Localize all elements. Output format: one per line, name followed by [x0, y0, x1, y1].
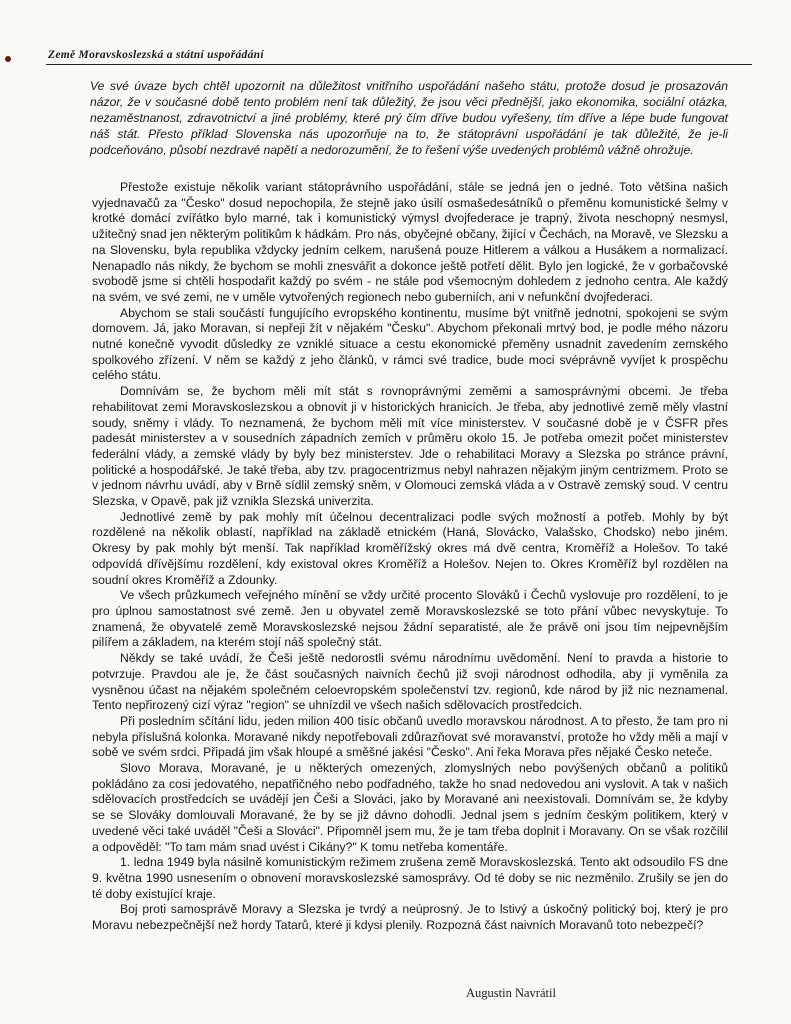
body-paragraph: Boj proti samosprávě Moravy a Slezska je tvrdý a neúprosný. Je to lstivý a úskočný politický boj, který je pro Moravu nebezpečnější než hordy Tatarů, které ji kdysi plenily. Rozpozná část naivních Moravanů toto nebezpečí? — [92, 902, 728, 933]
body-paragraph: Při posledním sčítání lidu, jeden milion 400 tisíc občanů uvedlo moravskou národnost. A to přesto, že tam pro ni nebyla příslušná kolonka. Moravané nikdy nepotřebovali zdůrazňovat své moravanství, protože ho vždy měli a mají v sobě ve svém srdci. Připadá jim však hloupé a směšné jakési "Česko". Ani řeka Morava přes nějaké Česko neteče. — [92, 713, 728, 760]
body-paragraph: Ve všech průzkumech veřejného mínění se vždy určité procento Slováků i Čechů vyslovuje pro rozdělení, to je pro úplnou samostatnost své země. Jen u obyvatel země Moravskoslezské se toto přání vůbec nevyskytuje. To znamená, že obyvatelé země Moravskoslezské nejsou žádní separatisté, ale že právě oni jsou tím nejpevnějším pilířem a základem, na kterém stojí náš společný stát. — [92, 588, 728, 650]
article-title: Země Moravskoslezská a státní uspořádání — [48, 49, 264, 61]
body-paragraph: 1. ledna 1949 byla násilně komunistickým režimem zrušena země Moravskoslezská. Tento akt odsoudilo FS dne 9. května 1990 usnesením o obnovení moravskoslezské samosprávy. Od té doby se nic nezměnilo. Zrušily se jen do té doby existující kraje. — [92, 855, 728, 901]
body-paragraph: Přestože existuje několik variant státoprávního uspořádání, stále se jedná jen o jedné. Toto většina našich vyjednavačů za "Česko" dosud nepochopila, že stejně jako úsilí osmašedesátníků o přeměnu komunistické šelmy v krotké domácí zvířátko bylo marné, tak i komunistický výmysl dvojfederace je trapný, života neschopný nesmysl, užitečný snad jen některým politikům k hádkám. Pro nás, obyčejné občany, žijící v Čechách, na Moravě, ve Slezsku a na Slovensku, byla republika vždycky jedním celkem, narušená pouze Hitlerem a válkou a Husákem a normalizací. Nenapadlo nás nikdy, že bychom se mohli znesvářit a dokonce ještě potřetí dělit. Bylo jen logické, že v gorbačovské svobodě jsme si chtěli hospodařit každý po svém - ne stále pod všemocným dohledem z jednoho centra. Ale každý na svém, ve své zemi, ne v uměle vytvořených regionech nebo guberniích, ani v nefunkční dvojfederaci. — [92, 180, 728, 304]
body-paragraph: Abychom se stali součástí fungujícího evropského kontinentu, musíme být vnitřně jednotni, spokojeni se svým domovem. Já, jako Moravan, si nepřeji žít v nějakém "Česku". Abychom překonali mrtvý bod, je podle mého názoru nutné konečně vyvodit důsledky ze vzniklé situace a cestu ekonomické přeměny usnadnit zavedením zemského spolkového zřízení. V něm se každý z jeho článků, v rámci své tradice, bude moci svéprávně vyvíjet k prospěchu celého státu. — [92, 305, 728, 383]
article-body — [92, 180, 728, 934]
body-paragraph: Domnívám se, že bychom měli mít stát s rovnoprávnými zeměmi a samosprávnými obcemi. Je třeba rehabilitovat zemi Moravskoslezskou a obnovit ji v historických hranicích. Je třeba, aby jednotlivé země měly vlastní soudy, sněmy i vlády. To neznamená, že bychom měli mít více ministerstev. V současné době je v ČSFR přes padesát ministerstev a v sousedních západních zemích v průměru okolo 15. Je potřeba omezit počet ministerstev federální vlády, a zemské vlády by byly bez ministerstev. Jde o rehabilitaci Moravy a Slezska po stránce právní, politické a hospodářské. Je také třeba, aby tzv. pragocentrizmus nebyl nahrazen nějakým jiným centrizmem. Proto se v jednom návrhu uvádí, aby v Brně sídlil zemský sněm, v Olomouci zemská vláda a v Ostravě zemský soud. V centru Slezska, v Opavě, pak již vznikla Slezská univerzita. — [92, 384, 728, 509]
body-paragraph: Někdy se také uvádí, že Češi ještě nedorostli svému národnímu uvědomění. Není to pravda a historie to potvrzuje. Pravdou ale je, že část současných naivních čechů již svoji národnost odhodila, aby ji vyměnila za vysněnou účast na nějakém společném celoevropském společenství tzv. regionů, kde národ by již nic neznamenal. Tento nepřirozený cizí výraz "region" se uhnízdil ve všech našich sdělovacích prostředcích. — [92, 651, 728, 713]
author-signature: Augustin Navrátil — [466, 986, 556, 1000]
intro-paragraph: Ve své úvaze bych chtěl upozornit na důležitost vnitřního uspořádání našeho státu, protože dosud je prosazován názor, že v současné době tento problém není tak důležitý, že jsou věci přednější, jako ekonomika, sociální otázka, nezaměstnanost, zdravotnictví a jiné problémy, které prý čím dříve budou vyřešeny, tím dříve a lépe bude fungovat náš stát. Přesto příklad Slovenska nás upozorňuje na to, že státoprávní uspořádání je tak důležité, že je-li podceňováno, působí nezdravé napětí a nedorozumění, že to řešení výše uvedených problémů vážně ohrožuje. — [90, 79, 728, 157]
body-paragraph: Slovo Morava, Moravané, je u některých omezených, zlomyslných nebo povýšených občanů a politiků pokládáno za cosi jedovatého, nepatřičného nebo podřadného, takže ho snad nedovedou ani vyslovit. A tak v našich sdělovacích prostředcích se uvádějí jen Češi a Slováci, jako by Moravané ani neexistovali. Domnívám se, že kdyby se se Slováky domlouvali Moravané, že by se již dávno dohodli. Jednal jsem s jedním českým politikem, který v uvedené věci také uváděl "Češi a Slováci". Připomněl jsem mu, že je tam třeba doplnit i Moravany. On se však rozčílil a odpověděl: "To tam mám snad uvést i Cikány?" K tomu netřeba komentáře. — [92, 761, 728, 854]
hole-punch-mark — [5, 56, 11, 62]
title-rule — [46, 64, 752, 65]
body-paragraph: Jednotlivé země by pak mohly mít účelnou decentralizaci podle svých možností a potřeb. Mohly by být rozdělené na několik oblastí, například na základě etnickém (Haná, Slovácko, Valašsko, Chodsko) nebo jiném. Okresy by pak mohly být menší. Tak například kroměřížský okres má dvě centra, Kroměříž a Holešov. To také odpovídá dřívějšímu rozdělení, kdy existoval okres Kroměříž a Holešov. Nejen to. Okres Kroměříž byl rozdělen na soudní okres Kroměříž a Zdounky. — [92, 509, 728, 587]
